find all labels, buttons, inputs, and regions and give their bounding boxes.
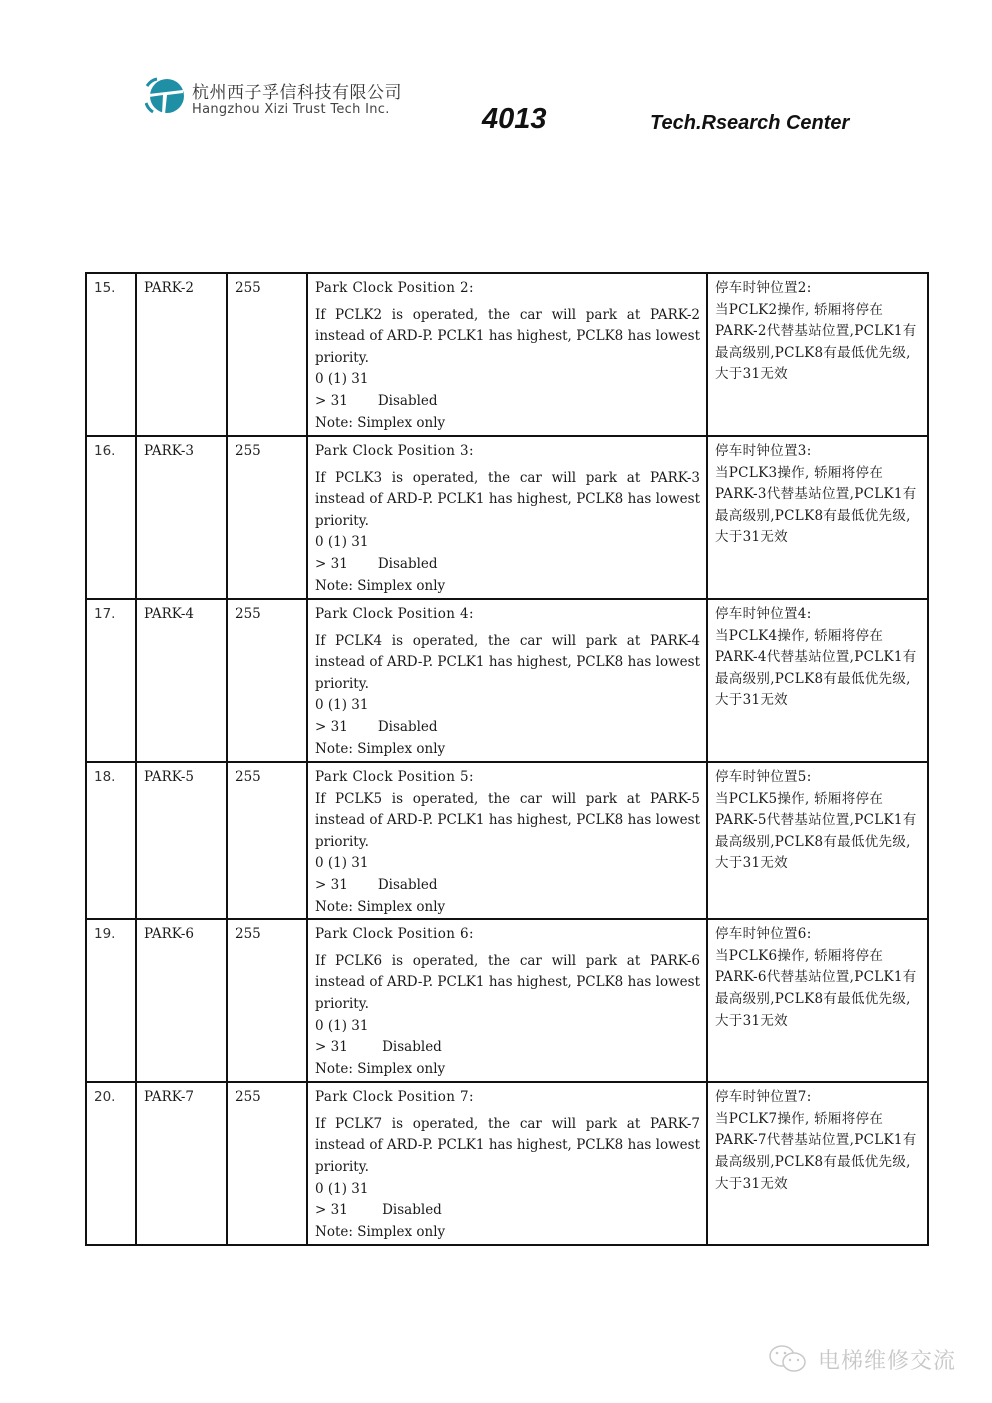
cn-title: 停车时钟位置3:	[715, 443, 812, 459]
cn-title: 停车时钟位置6:	[715, 926, 812, 943]
desc-note: Note: Simplex only	[315, 1223, 446, 1240]
param-default: 255	[227, 599, 307, 762]
cn-title: 停车时钟位置4:	[715, 606, 812, 622]
desc-range: 0 (1) 31	[315, 1017, 369, 1034]
param-description	[307, 1082, 707, 1245]
company-name-cn: 杭州西子孚信科技有限公司	[192, 83, 402, 103]
desc-title: Park Clock Position 5:	[315, 769, 474, 785]
watermark-text: 电梯维修交流	[818, 1349, 957, 1374]
company-logo	[140, 70, 410, 126]
table-row	[86, 919, 928, 1082]
desc-disabled: > 31 Disabled	[315, 718, 438, 735]
cn-body: 当PCLK3操作, 轿厢将停在PARK-3代替基站位置,PCLK1有最高级别,PCLK8有最低优先级, 大于31无效	[715, 464, 917, 546]
desc-body: If PCLK7 is operated, the car will park at PARK-7 instead of ARD-P. PCLK1 has highest, PCLK8 has lowest priority.	[315, 1115, 700, 1175]
desc-title: Park Clock Position 6:	[315, 926, 474, 943]
cn-body: 当PCLK2操作, 轿厢将停在PARK-2代替基站位置,PCLK1有最高级别,PCLK8有最低优先级, 大于31无效	[715, 301, 917, 383]
param-name: PARK-2	[136, 273, 227, 436]
department-title: Tech.Rsearch Center	[650, 112, 850, 134]
table-row	[86, 599, 928, 762]
param-default: 255	[227, 919, 307, 1082]
cn-body: 当PCLK6操作, 轿厢将停在PARK-6代替基站位置,PCLK1有最高级别,PCLK8有最低优先级, 大于31无效	[715, 947, 917, 1029]
desc-range: 0 (1) 31	[315, 697, 369, 714]
param-name: PARK-3	[136, 436, 227, 599]
desc-disabled: > 31 Disabled	[315, 876, 438, 893]
param-description-cn	[707, 762, 928, 919]
param-description-cn	[707, 1082, 928, 1245]
table-row	[86, 1082, 928, 1245]
desc-body: If PCLK4 is operated, the car will park at PARK-4 instead of ARD-P. PCLK1 has highest, PCLK8 has lowest priority.	[315, 632, 700, 692]
cn-title: 停车时钟位置2:	[715, 280, 812, 296]
table-row	[86, 436, 928, 599]
document-number: 4013	[482, 103, 547, 135]
company-name-en: Hangzhou Xizi Trust Tech Inc.	[192, 102, 390, 117]
param-default: 255	[227, 1082, 307, 1245]
param-name: PARK-7	[136, 1082, 227, 1245]
desc-disabled: > 31 Disabled	[315, 1039, 442, 1056]
desc-title: Park Clock Position 3:	[315, 443, 474, 459]
cn-body: 当PCLK5操作, 轿厢将停在PARK-5代替基站位置,PCLK1有最高级别,PCLK8有最低优先级, 大于31无效	[715, 790, 917, 872]
row-number: 15.	[86, 273, 136, 436]
desc-range: 0 (1) 31	[315, 371, 369, 388]
table-row	[86, 273, 928, 436]
desc-note: Note: Simplex only	[315, 898, 446, 915]
param-name: PARK-4	[136, 599, 227, 762]
wechat-icon	[768, 1344, 808, 1374]
param-description-cn	[707, 599, 928, 762]
param-default: 255	[227, 762, 307, 919]
desc-body: If PCLK3 is operated, the car will park at PARK-3 instead of ARD-P. PCLK1 has highest, PCLK8 has lowest priority.	[315, 469, 700, 529]
param-name: PARK-6	[136, 919, 227, 1082]
desc-range: 0 (1) 31	[315, 534, 369, 551]
cn-title: 停车时钟位置5:	[715, 769, 812, 785]
desc-range: 0 (1) 31	[315, 855, 369, 872]
row-number: 17.	[86, 599, 136, 762]
param-description	[307, 919, 707, 1082]
desc-body: If PCLK6 is operated, the car will park at PARK-6 instead of ARD-P. PCLK1 has highest, PCLK8 has lowest priority.	[315, 952, 700, 1012]
desc-body: If PCLK5 is operated, the car will park at PARK-5 instead of ARD-P. PCLK1 has highest, PCLK8 has lowest priority.	[315, 790, 700, 850]
desc-disabled: > 31 Disabled	[315, 392, 438, 409]
desc-title: Park Clock Position 4:	[315, 606, 474, 622]
parameter-table	[85, 272, 929, 1246]
watermark	[768, 1342, 968, 1376]
param-description	[307, 599, 707, 762]
param-description	[307, 762, 707, 919]
param-description	[307, 436, 707, 599]
desc-disabled: > 31 Disabled	[315, 1202, 442, 1219]
param-name: PARK-5	[136, 762, 227, 919]
desc-range: 0 (1) 31	[315, 1180, 369, 1197]
desc-note: Note: Simplex only	[315, 740, 446, 757]
param-description	[307, 273, 707, 436]
param-description-cn	[707, 919, 928, 1082]
desc-note: Note: Simplex only	[315, 414, 446, 431]
company-logo-icon	[145, 76, 185, 116]
row-number: 20.	[86, 1082, 136, 1245]
param-description-cn	[707, 273, 928, 436]
cn-body: 当PCLK7操作, 轿厢将停在PARK-7代替基站位置,PCLK1有最高级别,PCLK8有最低优先级, 大于31无效	[715, 1110, 917, 1192]
desc-note: Note: Simplex only	[315, 1060, 446, 1077]
desc-title: Park Clock Position 2:	[315, 280, 474, 296]
cn-body: 当PCLK4操作, 轿厢将停在PARK-4代替基站位置,PCLK1有最高级别,PCLK8有最低优先级, 大于31无效	[715, 627, 917, 709]
desc-note: Note: Simplex only	[315, 577, 446, 594]
row-number: 18.	[86, 762, 136, 919]
table-row	[86, 762, 928, 919]
desc-disabled: > 31 Disabled	[315, 555, 438, 572]
row-number: 19.	[86, 919, 136, 1082]
cn-title: 停车时钟位置7:	[715, 1089, 812, 1106]
param-default: 255	[227, 273, 307, 436]
row-number: 16.	[86, 436, 136, 599]
param-description-cn	[707, 436, 928, 599]
desc-body: If PCLK2 is operated, the car will park at PARK-2 instead of ARD-P. PCLK1 has highest, PCLK8 has lowest priority.	[315, 306, 700, 366]
param-default: 255	[227, 436, 307, 599]
desc-title: Park Clock Position 7:	[315, 1089, 474, 1106]
